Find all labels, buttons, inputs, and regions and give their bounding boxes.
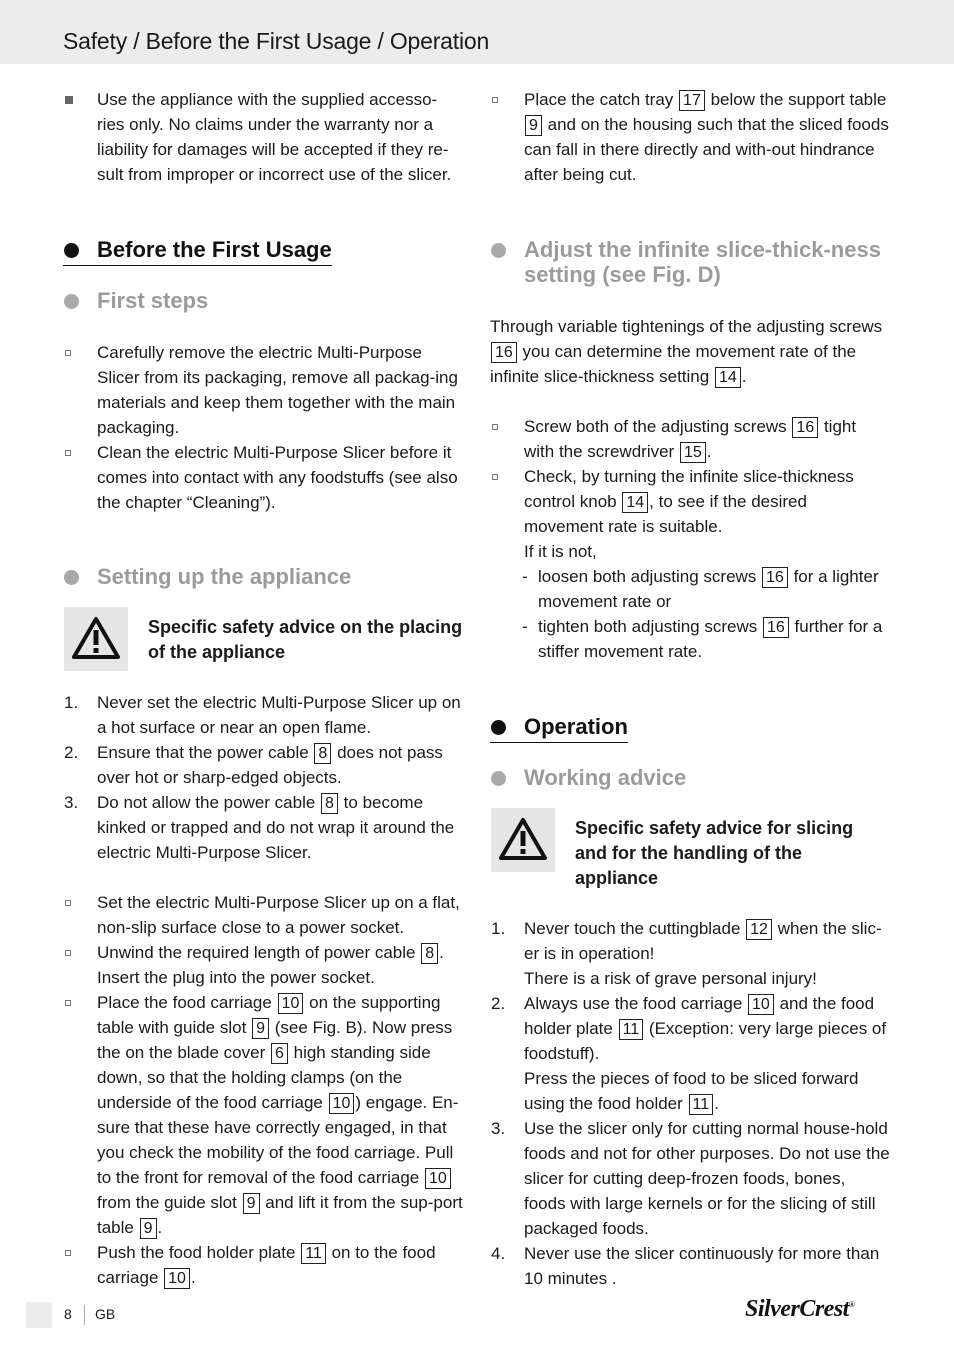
page-number: 8 [64, 1306, 72, 1322]
ref-number: 10 [329, 1093, 355, 1114]
numbered-item: 1. Never set the electric Multi-Purpose Slicer up on a hot surface or near an open flame. [64, 693, 461, 737]
ref-number: 12 [746, 919, 772, 940]
page-header [0, 0, 954, 64]
ref-number: 15 [680, 442, 706, 463]
warning-text: Specific safety advice for slicing and for the handling of the appliance [575, 818, 854, 888]
numbered-item: 2. Ensure that the power cable 8 does not pass over hot or sharp-edged objects. [64, 743, 443, 787]
list-item: Carefully remove the electric Multi-Purpose Slicer from its packaging, remove all packag-ing materials and keep them together with the main packaging. [63, 340, 463, 440]
ref-number: 8 [421, 943, 438, 964]
heading-setting-up: Setting up the appliance [63, 564, 463, 589]
ref-number: 10 [748, 994, 774, 1015]
ref-number: 16 [763, 617, 789, 638]
numbered-item: 4. Never use the slicer continuously for more than 10 minutes . [491, 1244, 880, 1288]
ref-number: 9 [140, 1218, 157, 1239]
ref-number: 16 [792, 417, 818, 438]
heading-dot-icon [491, 771, 506, 786]
heading-dot-icon [64, 294, 79, 309]
list-item: Clean the electric Multi-Purpose Slicer before it comes into contact with any foodstuffs (see also the chapter “Cleaning”). [63, 440, 463, 515]
square-bullet-icon [65, 950, 71, 956]
square-bullet-icon [492, 97, 498, 103]
heading-dot-icon [64, 570, 79, 585]
numbered-item: 1. Never touch the cuttingblade 12 when the slic-er is in operation! There is a risk of grave personal injury! [491, 919, 882, 988]
left-column [63, 86, 463, 1290]
list-item: Check, by turning the infinite slice-thickness control knob 14 , to see if the desired movement rate is suitable. If it is not, [490, 464, 890, 564]
paragraph: Through variable tightenings of the adjusting screws 16 you can determine the movement rate of the infinite slice-thickness setting 14 . [490, 317, 883, 386]
ref-number: 14 [715, 367, 741, 388]
ref-number: 10 [425, 1168, 451, 1189]
footer-divider [84, 1305, 85, 1325]
ref-number: 14 [622, 492, 648, 513]
square-bullet-icon [65, 96, 73, 104]
warning-text: Specific safety advice on the placing of the appliance [148, 617, 463, 662]
warning-triangle-icon [71, 615, 121, 661]
page-title: Safety / Before the First Usage / Operation [63, 28, 490, 54]
list-item: Place the catch tray 17 below the support table 9 and on the housing such that the sliced foods can fall in there directly and with-out hindrance after being cut. [490, 87, 890, 187]
ref-number: 16 [762, 567, 788, 588]
ref-number: 10 [278, 993, 304, 1014]
safety-warning-box [63, 607, 463, 671]
ref-number: 9 [243, 1193, 260, 1214]
square-bullet-icon [492, 474, 498, 480]
footer-box [26, 1302, 52, 1328]
square-bullet-icon [65, 450, 71, 456]
ref-number: 8 [321, 793, 338, 814]
heading-adjust-slice-thickness: Adjust the infinite slice-thick-ness setting (see Fig. D) [490, 237, 890, 287]
heading-dot-icon [491, 243, 506, 258]
heading-working-advice: Working advice [490, 765, 890, 790]
ref-number: 6 [271, 1043, 288, 1064]
list-item: Use the appliance with the supplied accesso-ries only. No claims under the warranty nor a liability for damages will be accepted if they re-sult from improper or incorrect use of the slicer. [63, 87, 463, 187]
heading-first-steps: First steps [63, 288, 463, 313]
ref-number: 9 [252, 1018, 269, 1039]
square-bullet-icon [65, 1000, 71, 1006]
heading-operation: Operation [490, 714, 628, 743]
square-bullet-icon [492, 424, 498, 430]
ref-number: 11 [301, 1243, 326, 1264]
list-item: Place the food carriage 10 on the supporting table with guide slot 9 (see Fig. B). Now press the on the blade cover 6 high standing side down, so that the holding clamps (on the underside of the food carriage 10 ) engage. En-sure that these have correctly engaged, in that you check the mobility of the food carriage. Pull to the front for removal of the food carriage 10 from the guide slot 9 and lift it from the sup-port table 9 . [63, 990, 463, 1240]
numbered-item: 3. Use the slicer only for cutting normal house-hold foods and not for other purposes. Do not use the slicer for cutting deep-frozen foods, bones, foods with large kernels or for the slicing of still packaged foods. [491, 1119, 890, 1238]
dash-item: - tighten both adjusting screws 16 further for a stiffer movement rate. [522, 617, 883, 661]
ref-number: 11 [619, 1019, 644, 1040]
square-bullet-icon [65, 900, 71, 906]
list-item: Unwind the required length of power cable 8 . Insert the plug into the power socket. [63, 940, 463, 990]
ref-number: 8 [314, 743, 331, 764]
ref-number: 17 [679, 90, 705, 111]
ref-number: 9 [525, 115, 542, 136]
brand-logo: SilverCrest® [745, 1296, 855, 1322]
heading-dot-icon [491, 720, 506, 735]
ref-number: 16 [491, 342, 517, 363]
list-item: Screw both of the adjusting screws 16 tight with the screwdriver 15 . [490, 414, 890, 464]
numbered-item: 3. Do not allow the power cable 8 to become kinked or trapped and do not wrap it around the electric Multi-Purpose Slicer. [64, 793, 455, 862]
heading-dot-icon [64, 243, 79, 258]
numbered-item: 2. Always use the food carriage 10 and the food holder plate 11 (Exception: very large pieces of foodstuff). Press the pieces of food to be sliced forward using the food holder 11 . [491, 994, 887, 1113]
square-bullet-icon [65, 350, 71, 356]
list-item: Push the food holder plate 11 on to the food carriage 10 . [63, 1240, 463, 1290]
safety-warning-box [490, 808, 890, 897]
warning-triangle-icon [498, 816, 548, 862]
square-bullet-icon [65, 1250, 71, 1256]
ref-number: 10 [164, 1268, 190, 1289]
language-code: GB [95, 1306, 116, 1322]
dash-item: - loosen both adjusting screws 16 for a lighter movement rate or [522, 567, 879, 611]
right-column [490, 86, 890, 1291]
list-item: Set the electric Multi-Purpose Slicer up on a flat, non-slip surface close to a power socket. [63, 890, 463, 940]
ref-number: 11 [689, 1094, 714, 1115]
heading-before-first-usage: Before the First Usage [63, 237, 332, 266]
